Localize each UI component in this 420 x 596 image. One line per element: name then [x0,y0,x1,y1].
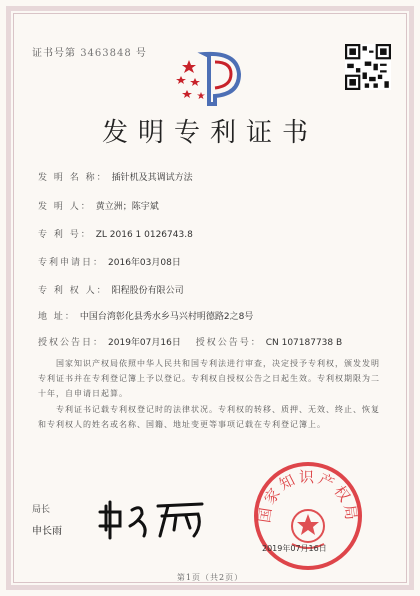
page-number: 第1页（共2页） [176,573,244,582]
field-address [38,309,253,322]
field-patentee [38,283,184,296]
field-inventors [38,199,159,212]
seal-text: 国家知识产权局 [255,468,361,524]
director-name: 申长雨 [32,526,62,537]
signature-icon [98,496,218,542]
field-filing-date [38,255,181,268]
bureau-title: 局长 [32,505,51,515]
field-invention-name [38,170,193,183]
qr-code-icon [345,44,391,90]
body-paragraph-2: 专利证书记载专利权登记时的法律状况。专利权的转移、质押、无效、终止、恢复和专利权人的姓名或名称、国籍、地址变更等事项记载在专利登记簿上。 [38,405,380,429]
field-label: 发 明 名 称： [38,173,108,183]
field-value: 2019年07月16日 [108,338,181,348]
field-value: 黄立洲；陈宇斌 [95,202,159,212]
official-seal-icon [252,460,364,572]
cert-number-suffix: 号 [135,48,147,59]
field-label: 专 利 号： [38,230,92,240]
body-paragraph-1: 国家知识产权局依照中华人民共和国专利法进行审查，决定授予专利权，颁发发明专利证书并在专利登记簿上予以登记。专利权自授权公告之日起生效。专利权期限为二十年，自申请日起算。 [38,359,380,398]
field-value: 插针机及其调试方法 [111,173,193,183]
seal-date: 2019年07月16日 [262,544,327,553]
field-label: 授权公告号： [195,338,262,348]
cert-number-value: 3463848 [80,48,132,59]
page-title: 发明专利证书 [101,118,318,148]
field-label: 专利申请日： [38,258,105,268]
field-value: 阳程股份有限公司 [111,286,184,296]
field-value: 2016年03月08日 [108,258,181,268]
field-label: 发 明 人： [38,202,92,212]
field-label: 专 利 权 人： [38,286,108,296]
field-patent-number [38,227,193,240]
field-value: CN 107187738 B [265,338,343,348]
field-value: 中国台湾彰化县秀水乡马兴村明德路2之8号 [79,312,254,322]
cert-number-label: 证书号第 [32,48,76,59]
cnipa-logo-icon [175,46,249,106]
field-label: 授权公告日： [38,338,105,348]
certificate-number [32,44,147,59]
field-value: ZL 2016 1 0126743.8 [95,230,193,240]
field-grant [38,335,342,348]
field-label: 地 址： [38,312,76,322]
